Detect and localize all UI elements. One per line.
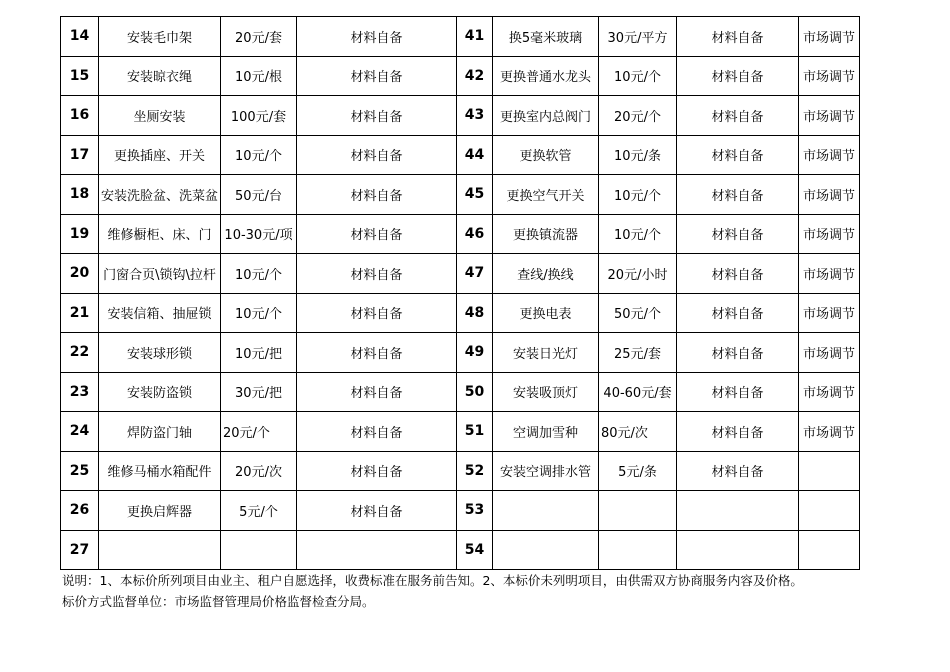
row-number-right: 52 — [457, 451, 493, 491]
service-item-right: 空调加雪种 — [493, 412, 599, 452]
material-note-left: 材料自备 — [297, 451, 457, 491]
material-note-left: 材料自备 — [297, 17, 457, 57]
material-note-right: 材料自备 — [677, 451, 799, 491]
material-note-left: 材料自备 — [297, 293, 457, 333]
table-row — [61, 17, 860, 57]
row-number-right: 51 — [457, 412, 493, 452]
pricing-remark-right — [799, 451, 860, 491]
price-right — [599, 491, 677, 531]
price-left: 30元/把 — [221, 372, 297, 412]
price-right: 30元/平方 — [599, 17, 677, 57]
service-item-left: 坐厕安装 — [99, 96, 221, 136]
service-item-left: 安装洗脸盆、洗菜盆 — [99, 175, 221, 215]
service-item-left: 维修马桶水箱配件 — [99, 451, 221, 491]
pricing-remark-right: 市场调节 — [799, 17, 860, 57]
material-note-right: 材料自备 — [677, 412, 799, 452]
price-left: 50元/台 — [221, 175, 297, 215]
material-note-right: 材料自备 — [677, 293, 799, 333]
material-note-right — [677, 530, 799, 570]
pricing-remark-right: 市场调节 — [799, 372, 860, 412]
row-number-left: 20 — [61, 254, 99, 294]
service-item-left: 维修橱柜、床、门 — [99, 214, 221, 254]
service-item-right: 查线/换线 — [493, 254, 599, 294]
row-number-right: 43 — [457, 96, 493, 136]
service-item-left: 安装信箱、抽屉锁 — [99, 293, 221, 333]
table-row — [61, 135, 860, 175]
material-note-left: 材料自备 — [297, 372, 457, 412]
service-item-left: 焊防盗门轴 — [99, 412, 221, 452]
table-row — [61, 96, 860, 136]
price-left — [221, 530, 297, 570]
material-note-left: 材料自备 — [297, 491, 457, 531]
row-number-left: 16 — [61, 96, 99, 136]
service-item-left — [99, 530, 221, 570]
row-number-right: 45 — [457, 175, 493, 215]
price-left: 100元/套 — [221, 96, 297, 136]
row-number-left: 17 — [61, 135, 99, 175]
service-item-left: 安装晾衣绳 — [99, 56, 221, 96]
table-row — [61, 56, 860, 96]
pricing-remark-right — [799, 491, 860, 531]
pricing-remark-right — [799, 530, 860, 570]
row-number-left: 18 — [61, 175, 99, 215]
price-right: 10元/个 — [599, 214, 677, 254]
material-note-right: 材料自备 — [677, 17, 799, 57]
price-right: 10元/个 — [599, 175, 677, 215]
price-left: 10元/把 — [221, 333, 297, 373]
row-number-right: 47 — [457, 254, 493, 294]
price-right: 50元/个 — [599, 293, 677, 333]
service-item-right: 更换电表 — [493, 293, 599, 333]
table-row — [61, 491, 860, 531]
price-left: 20元/次 — [221, 451, 297, 491]
material-note-left: 材料自备 — [297, 214, 457, 254]
service-item-left: 安装防盗锁 — [99, 372, 221, 412]
price-right: 10元/条 — [599, 135, 677, 175]
table-row — [61, 214, 860, 254]
pricing-remark-right: 市场调节 — [799, 135, 860, 175]
price-right: 20元/小时 — [599, 254, 677, 294]
service-item-left: 安装球形锁 — [99, 333, 221, 373]
row-number-right: 54 — [457, 530, 493, 570]
row-number-left: 24 — [61, 412, 99, 452]
table-row — [61, 175, 860, 215]
footer-note — [62, 570, 942, 612]
material-note-left: 材料自备 — [297, 333, 457, 373]
service-item-right: 安装空调排水管 — [493, 451, 599, 491]
service-item-right — [493, 530, 599, 570]
row-number-right: 50 — [457, 372, 493, 412]
pricing-remark-right: 市场调节 — [799, 254, 860, 294]
price-left: 20元/套 — [221, 17, 297, 57]
service-item-right — [493, 491, 599, 531]
material-note-right: 材料自备 — [677, 214, 799, 254]
price-right: 25元/套 — [599, 333, 677, 373]
row-number-left: 21 — [61, 293, 99, 333]
service-item-right: 安装日光灯 — [493, 333, 599, 373]
price-right: 20元/个 — [599, 96, 677, 136]
material-note-right: 材料自备 — [677, 333, 799, 373]
pricing-remark-right: 市场调节 — [799, 96, 860, 136]
row-number-left: 19 — [61, 214, 99, 254]
pricing-remark-right: 市场调节 — [799, 412, 860, 452]
price-right: 5元/条 — [599, 451, 677, 491]
pricing-remark-right: 市场调节 — [799, 56, 860, 96]
service-item-right: 更换空气开关 — [493, 175, 599, 215]
table-row — [61, 333, 860, 373]
material-note-right — [677, 491, 799, 531]
material-note-left: 材料自备 — [297, 135, 457, 175]
material-note-left: 材料自备 — [297, 56, 457, 96]
footer-line-2: 标价方式监督单位：市场监督管理局价格监督检查分局。 — [62, 594, 375, 609]
material-note-right: 材料自备 — [677, 135, 799, 175]
service-item-left: 更换启辉器 — [99, 491, 221, 531]
pricing-remark-right: 市场调节 — [799, 175, 860, 215]
row-number-left: 22 — [61, 333, 99, 373]
table-row — [61, 412, 860, 452]
material-note-left: 材料自备 — [297, 175, 457, 215]
service-item-right: 安装吸顶灯 — [493, 372, 599, 412]
material-note-left — [297, 530, 457, 570]
material-note-right: 材料自备 — [677, 56, 799, 96]
row-number-right: 46 — [457, 214, 493, 254]
row-number-right: 42 — [457, 56, 493, 96]
row-number-right: 48 — [457, 293, 493, 333]
service-item-left: 更换插座、开关 — [99, 135, 221, 175]
row-number-left: 25 — [61, 451, 99, 491]
price-table — [60, 16, 860, 570]
service-item-left: 门窗合页\锁钩\拉杆 — [99, 254, 221, 294]
service-item-left: 安装毛巾架 — [99, 17, 221, 57]
row-number-right: 53 — [457, 491, 493, 531]
price-left: 5元/个 — [221, 491, 297, 531]
material-note-right: 材料自备 — [677, 96, 799, 136]
service-item-right: 更换镇流器 — [493, 214, 599, 254]
pricing-remark-right: 市场调节 — [799, 333, 860, 373]
material-note-left: 材料自备 — [297, 412, 457, 452]
table-row — [61, 254, 860, 294]
footer-line-1: 说明：1、本标价所列项目由业主、租户自愿选择，收费标准在服务前告知。2、本标价未列明项目，由供需双方协商服务内容及价格。 — [62, 573, 803, 588]
service-item-right: 换5毫米玻璃 — [493, 17, 599, 57]
price-right — [599, 530, 677, 570]
service-item-right: 更换普通水龙头 — [493, 56, 599, 96]
row-number-left: 15 — [61, 56, 99, 96]
row-number-left: 23 — [61, 372, 99, 412]
price-left: 10元/根 — [221, 56, 297, 96]
price-right: 80元/次 — [599, 412, 677, 452]
row-number-right: 41 — [457, 17, 493, 57]
material-note-left: 材料自备 — [297, 254, 457, 294]
service-item-right: 更换室内总阀门 — [493, 96, 599, 136]
price-left: 10-30元/项 — [221, 214, 297, 254]
row-number-right: 44 — [457, 135, 493, 175]
price-right: 40-60元/套 — [599, 372, 677, 412]
material-note-left: 材料自备 — [297, 96, 457, 136]
table-row — [61, 372, 860, 412]
pricing-remark-right: 市场调节 — [799, 293, 860, 333]
row-number-left: 26 — [61, 491, 99, 531]
row-number-left: 27 — [61, 530, 99, 570]
price-left: 10元/个 — [221, 293, 297, 333]
price-left: 10元/个 — [221, 135, 297, 175]
table-body — [61, 17, 860, 570]
material-note-right: 材料自备 — [677, 372, 799, 412]
table-row — [61, 530, 860, 570]
row-number-right: 49 — [457, 333, 493, 373]
service-item-right: 更换软管 — [493, 135, 599, 175]
price-left: 10元/个 — [221, 254, 297, 294]
material-note-right: 材料自备 — [677, 175, 799, 215]
price-left: 20元/个 — [221, 412, 297, 452]
pricing-remark-right: 市场调节 — [799, 214, 860, 254]
price-right: 10元/个 — [599, 56, 677, 96]
table-row — [61, 451, 860, 491]
table-row — [61, 293, 860, 333]
material-note-right: 材料自备 — [677, 254, 799, 294]
row-number-left: 14 — [61, 17, 99, 57]
